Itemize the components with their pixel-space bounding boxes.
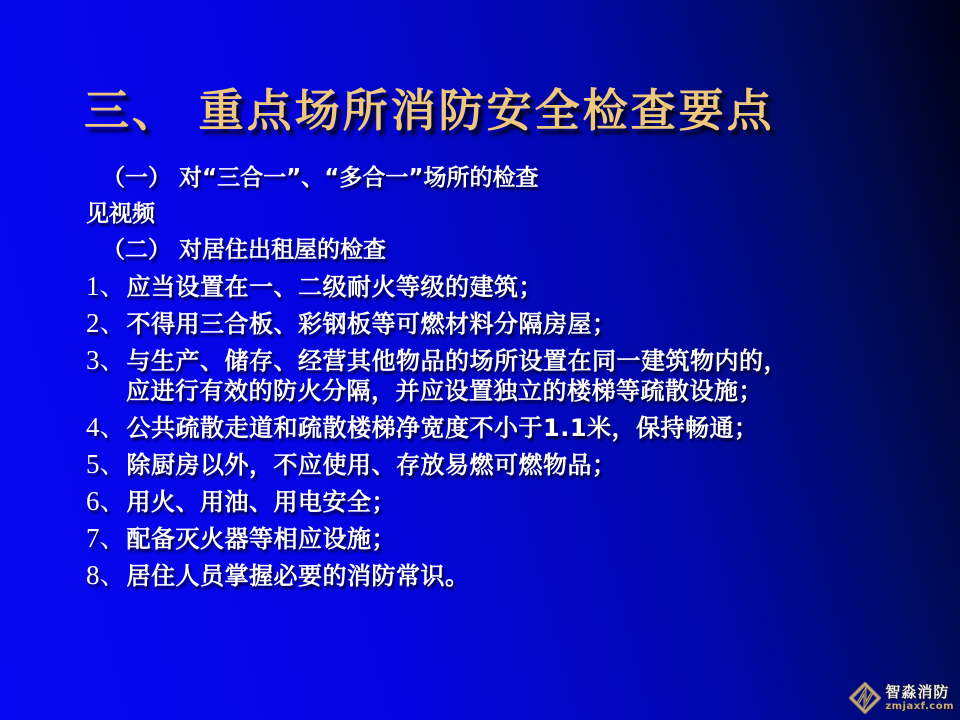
list-item-text: 除厨房以外，不应使用、存放易燃可燃物品； (126, 451, 617, 479)
watermark-url: zmjaxf.com (885, 700, 954, 712)
list-item (86, 345, 926, 406)
list-item-text: 公共疏散走道和疏散楼梯净宽度不小于1.1米，保持畅通； (126, 414, 759, 442)
list-item-number: 3、 (86, 345, 127, 375)
list-item-text-continued: 应进行有效的防火分隔，并应设置独立的楼梯等疏散设施； (126, 377, 763, 405)
list-item (86, 523, 926, 554)
slide-title: 三、 重点场所消防安全检查要点 (84, 84, 775, 137)
list-item-number: 4、 (86, 412, 127, 442)
list-item-number: 8、 (86, 560, 127, 590)
list-item-number: 5、 (86, 449, 127, 479)
list-item (86, 560, 926, 591)
list-item-number: 7、 (86, 523, 127, 553)
list-item (86, 271, 926, 302)
section-heading-1: （一） 对“三合一”、“多合一”场所的检查 (102, 165, 539, 191)
section-heading-2: （二） 对居住出租屋的检查 (102, 237, 387, 263)
list-item-number: 1、 (86, 271, 127, 301)
list-item-text: 不得用三合板、彩钢板等可燃材料分隔房屋； (126, 310, 617, 338)
list-item-text: 配备灭火器等相应设施； (126, 525, 396, 553)
list-item-number: 2、 (86, 308, 127, 338)
list-item (86, 412, 926, 443)
watermark-brand-name: 智淼消防 (885, 682, 950, 701)
body-line-video-note: 见视频 (86, 201, 155, 227)
diamond-z-logo-icon (849, 682, 881, 714)
list-item-number: 6、 (86, 486, 127, 516)
watermark (849, 682, 954, 714)
list-item (86, 486, 926, 517)
slide-body (86, 163, 926, 597)
list-item-text: 与生产、储存、经营其他物品的场所设置在同一建筑物内的， (126, 347, 788, 375)
list-item-text: 应当设置在一、二级耐火等级的建筑； (126, 273, 543, 301)
list-item (86, 308, 926, 339)
list-item-text: 用火、用油、用电安全； (126, 488, 396, 516)
list-item (86, 449, 926, 480)
list-item-text: 居住人员掌握必要的消防常识。 (126, 562, 470, 590)
